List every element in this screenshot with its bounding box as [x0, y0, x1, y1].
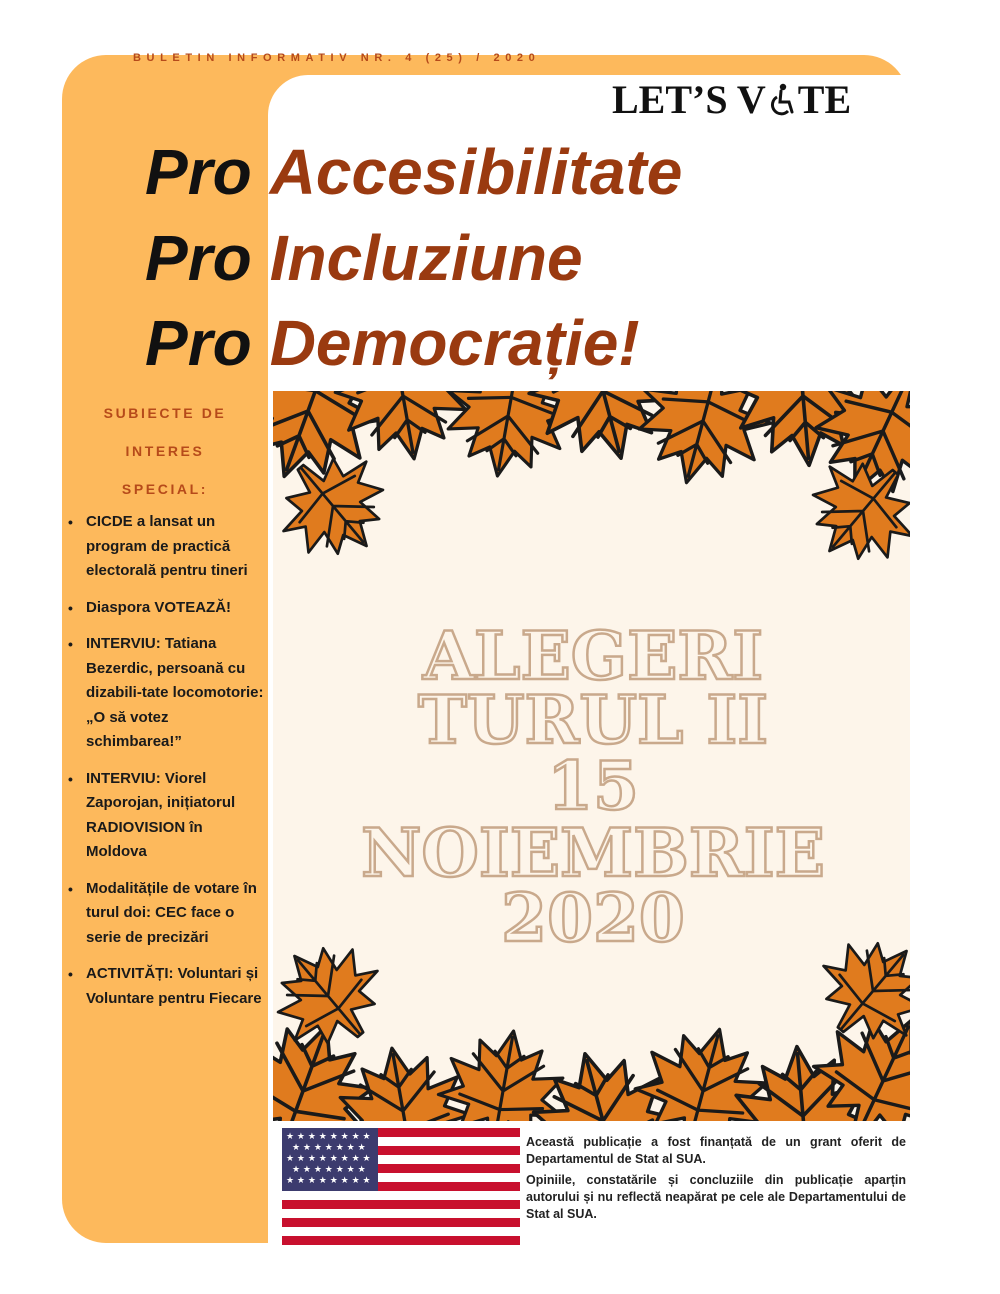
svg-text:★ ★ ★ ★ ★ ★ ★: ★ ★ ★ ★ ★ ★ ★	[292, 1143, 366, 1153]
topic-item: • Diaspora VOTEAZĂ!	[64, 596, 264, 621]
poster-line-3: 15	[547, 747, 639, 825]
svg-text:★ ★ ★ ★ ★ ★ ★ ★: ★ ★ ★ ★ ★ ★ ★ ★	[286, 1132, 371, 1142]
topics-list	[64, 510, 264, 1023]
funding-disclaimer	[526, 1134, 906, 1227]
logo-text-right: TE	[797, 77, 852, 122]
poster-graphic	[273, 391, 910, 1121]
topic-item: • ACTIVITĂȚI: Voluntari și Voluntare pentru Fiecare	[64, 962, 264, 1011]
bulletin-number: BULETIN INFORMATIV NR. 4 (25) / 2020	[133, 52, 541, 64]
headline-line-1: Pro Accesibilitate	[145, 136, 683, 208]
headline-line-2: Pro Incluziune	[145, 222, 583, 294]
poster-line-5: 2020	[501, 879, 685, 957]
svg-text:★ ★ ★ ★ ★ ★ ★ ★: ★ ★ ★ ★ ★ ★ ★ ★	[286, 1154, 371, 1164]
topics-heading-1: SUBIECTE DE	[103, 405, 227, 421]
topic-item: • CICDE a lansat un program de practică electorală pentru tineri	[64, 510, 264, 584]
poster-line-2: TURUL II	[417, 681, 769, 759]
topics-heading-2: INTERES	[125, 443, 205, 459]
poster-line-4: NOIEMBRIE	[361, 814, 825, 892]
logo-text-left: LET’S V	[612, 77, 766, 122]
svg-text:★ ★ ★ ★ ★ ★ ★ ★: ★ ★ ★ ★ ★ ★ ★ ★	[286, 1176, 371, 1186]
topics-heading-3: SPECIAL:	[121, 481, 209, 497]
us-flag-icon	[282, 1128, 520, 1246]
lets-vote-logo	[612, 78, 912, 122]
poster-line-1: ALEGERI	[422, 617, 764, 695]
topic-item: • Modalitățile de votare în turul doi: CEC face o serie de precizări	[64, 877, 264, 951]
svg-text:★ ★ ★ ★ ★ ★ ★: ★ ★ ★ ★ ★ ★ ★	[292, 1165, 366, 1175]
disclaimer-funding: Această publicație a fost finanțată de un grant oferit de Departamentul de Stat al SUA.	[526, 1135, 906, 1166]
wheelchair-icon	[766, 83, 798, 117]
topic-item: • INTERVIU: Viorel Zaporojan, inițiatorul RADIOVISION în Moldova	[64, 767, 264, 865]
topic-item: • INTERVIU: Tatiana Bezerdic, persoană cu dizabili-tate locomotorie: „O să votez schimbarea!”	[64, 632, 264, 755]
disclaimer-opinions: Opiniile, constatările și concluziile din publicație aparțin autorului și nu reflectă neapărat pe cele ale Departamentului de Stat al SUA.	[526, 1173, 906, 1221]
election-poster	[273, 391, 910, 1121]
headline-line-3: Pro Democrație!	[145, 307, 640, 379]
